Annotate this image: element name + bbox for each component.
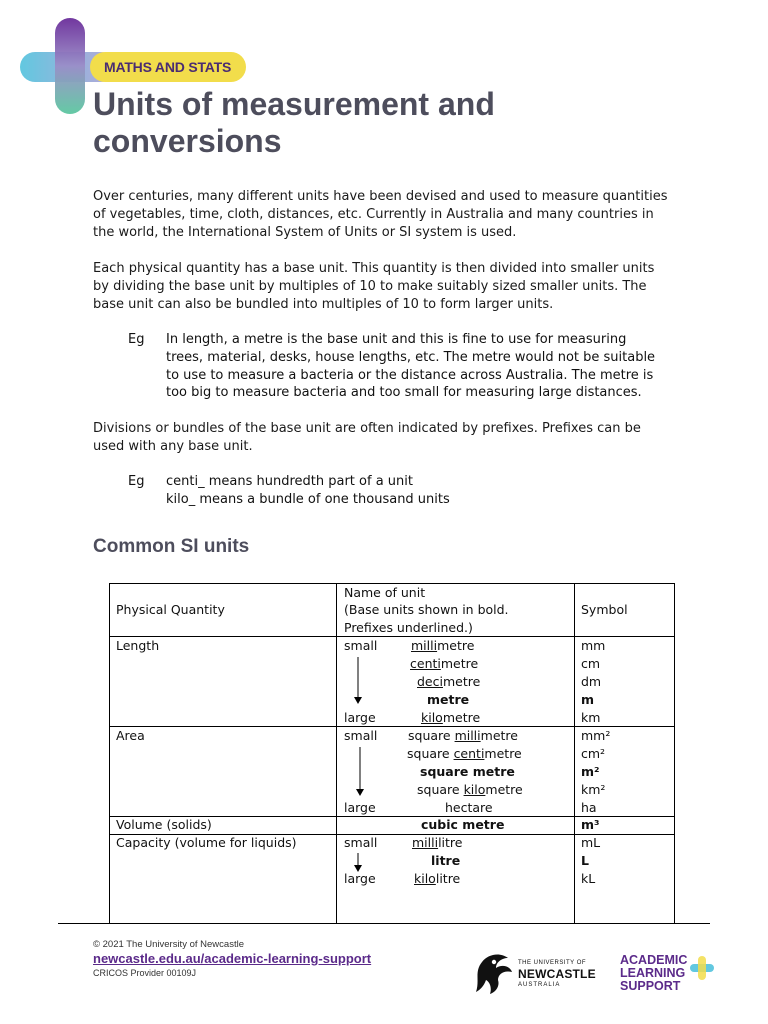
als-line-1: ACADEMIC	[620, 953, 688, 967]
scale-large: large	[344, 871, 376, 886]
intro-paragraph-1: Over centuries, many different units have been devised and used to measure quantities of vegetables, time, cloth, distances, etc. Currently in Australia and many countries in the world, the International System of Units or SI system is used.	[93, 189, 668, 240]
unit-square-centimetre: square centimetre	[407, 746, 522, 761]
scale-small: small	[344, 638, 378, 653]
quantity-capacity: Capacity (volume for liquids)	[116, 835, 297, 850]
example-prefix-centi: centi_ means hundredth part of a unit	[166, 474, 413, 489]
university-name: NEWCASTLE	[518, 967, 596, 981]
copyright: © 2021 The University of Newcastle	[93, 939, 244, 950]
intro-paragraph-2: Each physical quantity has a base unit. This quantity is then divided into smaller units by dividing the base unit by multiples of 10 to make suitably sized smaller units. The base unit can also be bundled into multiples of 10 to form larger units.	[93, 261, 655, 312]
als-line-3: SUPPORT	[620, 979, 681, 993]
academic-support-link[interactable]: newcastle.edu.au/academic-learning-support	[93, 951, 372, 966]
symbol-mm2: mm²	[581, 728, 611, 743]
header-name-note: Prefixes underlined.)	[344, 620, 473, 635]
unit-kilometre: kilometre	[421, 710, 481, 725]
unit-hectare: hectare	[445, 800, 493, 815]
unit-centimetre: centimetre	[410, 656, 479, 671]
unit-litre: litre	[431, 853, 461, 868]
symbol-mm: mm	[581, 638, 606, 653]
university-crest-icon	[470, 950, 516, 996]
symbol-l: L	[581, 853, 589, 868]
university-country: AUSTRALIA	[518, 982, 561, 988]
section-badge: MATHS AND STATS	[90, 52, 246, 82]
als-line-2: LEARNING	[620, 966, 686, 980]
symbol-ha: ha	[581, 800, 597, 815]
arrow-down-icon	[355, 747, 365, 797]
unit-kilolitre: kilolitre	[414, 871, 461, 886]
example-prefix-kilo: kilo_ means a bundle of one thousand units	[166, 492, 450, 507]
symbol-km: km	[581, 710, 601, 725]
symbol-kl: kL	[581, 871, 596, 886]
header-symbol: Symbol	[581, 602, 628, 617]
page-title: Units of measurement and conversions	[93, 86, 495, 159]
header-physical-quantity: Physical Quantity	[116, 602, 225, 617]
plus-icon	[690, 956, 714, 980]
si-units-table	[109, 583, 675, 924]
symbol-m3: m³	[581, 817, 600, 832]
example-label: Eg	[128, 332, 145, 347]
arrow-down-icon	[353, 657, 363, 705]
quantity-volume: Volume (solids)	[116, 817, 212, 832]
footer-divider	[58, 923, 710, 924]
symbol-ml: mL	[581, 835, 601, 850]
symbol-dm: dm	[581, 674, 602, 689]
unit-square-kilometre: square kilometre	[417, 782, 523, 797]
symbol-cm: cm	[581, 656, 601, 671]
cricos-provider: CRICOS Provider 00109J	[93, 968, 197, 978]
header-name-note: (Base units shown in bold.	[344, 602, 509, 617]
university-prefix: THE UNIVERSITY OF	[518, 960, 587, 966]
symbol-cm2: cm²	[581, 746, 606, 761]
scale-small: small	[344, 728, 378, 743]
example-text-metre: In length, a metre is the base unit and this is fine to use for measuring trees, material, desks, house lengths, etc. The metre would not be suitable to use to measure a bacteria or the distance across Australia. The metre is too big to measure bacteria and too small for measuring large distances.	[166, 332, 656, 401]
unit-cubic-metre: cubic metre	[421, 817, 505, 832]
scale-small: small	[344, 835, 378, 850]
quantity-length: Length	[116, 638, 160, 653]
unit-millilitre: millilitre	[412, 835, 463, 850]
unit-decimetre: decimetre	[417, 674, 481, 689]
scale-large: large	[344, 710, 376, 725]
example-label: Eg	[128, 474, 145, 489]
intro-paragraph-3: Divisions or bundles of the base unit are often indicated by prefixes. Prefixes can be used with any base unit.	[93, 421, 641, 454]
scale-large: large	[344, 800, 376, 815]
unit-millimetre: millimetre	[411, 638, 475, 653]
symbol-km2: km²	[581, 782, 606, 797]
symbol-m: m	[581, 692, 595, 707]
unit-square-millimetre: square millimetre	[408, 728, 518, 743]
header-name-of-unit: Name of unit	[344, 585, 426, 600]
quantity-area: Area	[116, 728, 145, 743]
section-title: Common SI units	[93, 536, 250, 557]
unit-metre: metre	[427, 692, 470, 707]
unit-square-metre: square metre	[420, 764, 515, 779]
symbol-m2: m²	[581, 764, 600, 779]
